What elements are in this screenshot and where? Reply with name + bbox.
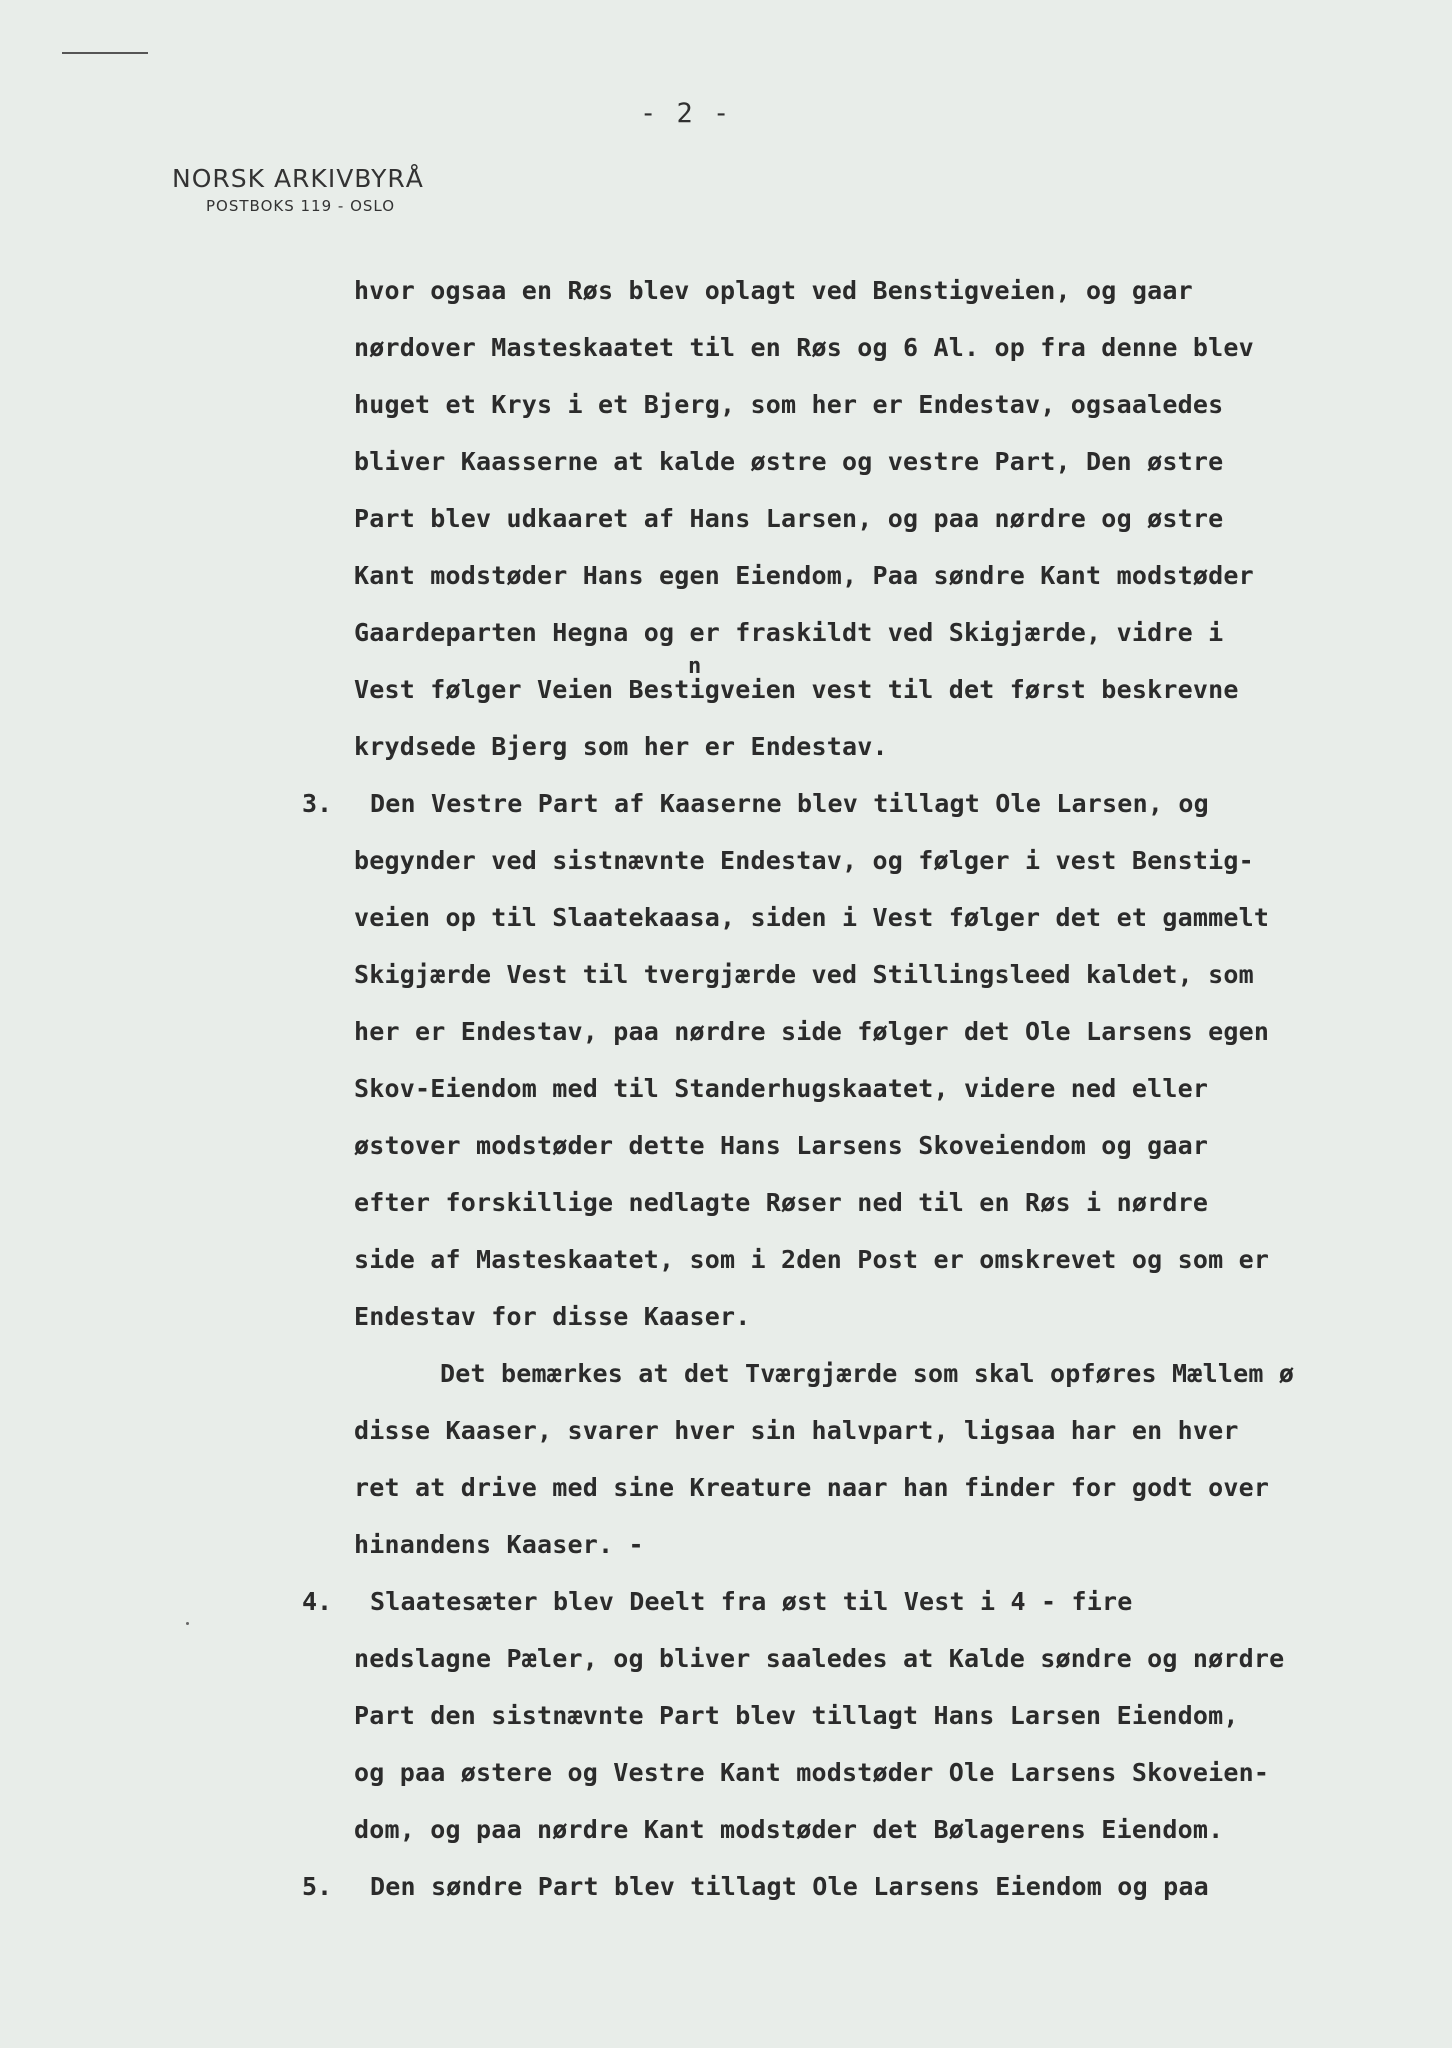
text-line: begynder ved sistnævnte Endestav, og følger i vest Benstig-	[354, 846, 1254, 875]
text-line: Skigjærde Vest til tvergjærde ved Stillingsleed kaldet, som	[354, 960, 1254, 989]
paper-speck	[186, 1622, 189, 1625]
letterhead	[172, 164, 424, 215]
text-line: Den søndre Part blev tillagt Ole Larsens Eiendom og paa	[370, 1872, 1209, 1901]
text-line: Det bemærkes at det Tværgjærde som skal opføres Mællem ø	[440, 1359, 1295, 1388]
text-line: nørdover Masteskaatet til en Røs og 6 Al. op fra denne blev	[354, 333, 1254, 362]
page-number: - 2 -	[640, 98, 732, 129]
text-line: Kant modstøder Hans egen Eiendom, Paa søndre Kant modstøder	[354, 561, 1254, 590]
text-line: huget et Krys i et Bjerg, som her er Endestav, ogsaaledes	[354, 390, 1224, 419]
text-line: disse Kaaser, svarer hver sin halvpart, ligsaa har en hver	[354, 1416, 1239, 1445]
text-line: Den Vestre Part af Kaaserne blev tillagt Ole Larsen, og	[370, 789, 1209, 818]
text-line: her er Endestav, paa nørdre side følger det Ole Larsens egen	[354, 1017, 1270, 1046]
text-line: og paa østere og Vestre Kant modstøder Ole Larsens Skoveien-	[354, 1758, 1270, 1787]
text-line: hinandens Kaaser. -	[354, 1530, 644, 1559]
insertion-mark: n	[688, 654, 702, 679]
text-line: Skov-Eiendom med til Standerhugskaatet, videre ned eller	[354, 1074, 1209, 1103]
letterhead-name: NORSK ARKIVBYRÅ	[172, 164, 424, 193]
text-line: Slaatesæter blev Deelt fra øst til Vest i 4 - fire	[370, 1587, 1133, 1616]
item-number: 5.	[302, 1872, 333, 1901]
corner-mark	[62, 52, 148, 57]
text-line: Endestav for disse Kaaser.	[354, 1302, 751, 1331]
text-line: Gaardeparten Hegna og er fraskildt ved Skigjærde, vidre i	[354, 618, 1224, 647]
text-line: hvor ogsaa en Røs blev oplagt ved Benstigveien, og gaar	[354, 276, 1193, 305]
item-number: 4.	[302, 1587, 333, 1616]
text-line: dom, og paa nørdre Kant modstøder det Bølagerens Eiendom.	[354, 1815, 1224, 1844]
text-line: ret at drive med sine Kreature naar han finder for godt over	[354, 1473, 1270, 1502]
text-line: krydsede Bjerg som her er Endestav.	[354, 732, 888, 761]
text-line: veien op til Slaatekaasa, siden i Vest følger det et gammelt	[354, 903, 1270, 932]
item-number: 3.	[302, 789, 333, 818]
text-line: side af Masteskaatet, som i 2den Post er omskrevet og som er	[354, 1245, 1270, 1274]
text-line: bliver Kaasserne at kalde østre og vestre Part, Den østre	[354, 447, 1224, 476]
text-line: Part blev udkaaret af Hans Larsen, og paa nørdre og østre	[354, 504, 1224, 533]
text-line: nedslagne Pæler, og bliver saaledes at Kalde søndre og nørdre	[354, 1644, 1285, 1673]
text-line: østover modstøder dette Hans Larsens Skoveiendom og gaar	[354, 1131, 1209, 1160]
text-line: Part den sistnævnte Part blev tillagt Hans Larsen Eiendom,	[354, 1701, 1239, 1730]
letterhead-address: POSTBOKS 119 - OSLO	[206, 197, 396, 215]
text-line: efter forskillige nedlagte Røser ned til en Røs i nørdre	[354, 1188, 1209, 1217]
text-line: Vest følger Veien Bestigveien vest til det først beskrevne	[354, 675, 1239, 704]
